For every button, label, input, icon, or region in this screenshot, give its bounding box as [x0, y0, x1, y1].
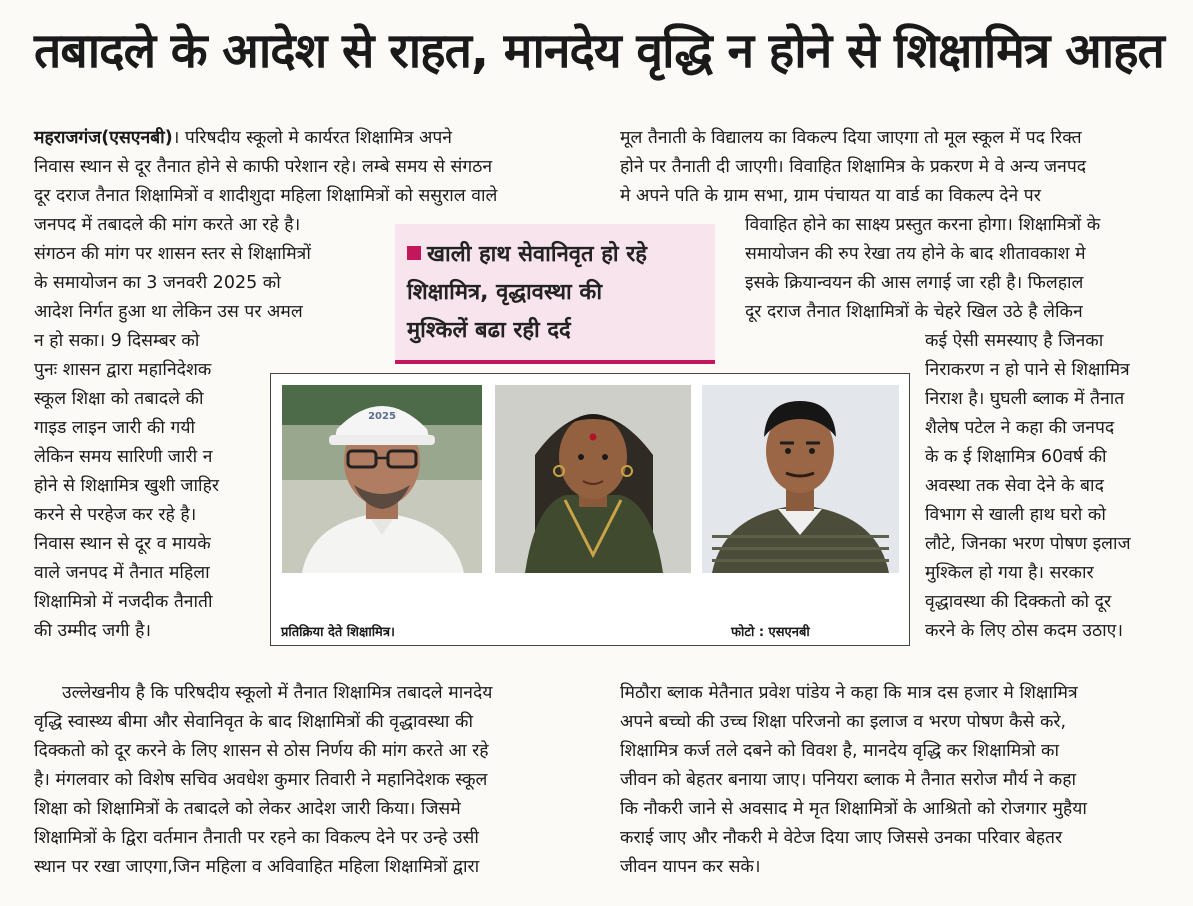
body-line: आदेश निर्गत हुआ था लेकिन उस पर अमल [34, 302, 303, 322]
body-line: न हो सका। 9 दिसम्बर को [34, 331, 200, 351]
body-line: वृद्धि स्वास्थ्य बीमा और सेवानिवृत के बाद शिक्षामित्रों की वृद्धावस्था की [34, 712, 473, 732]
body-line: मिठौरा ब्लाक मेतैनात प्रवेश पांडेय ने कहा कि मात्र दस हजार मे शिक्षामित्र [620, 683, 1078, 703]
body-line: मे अपने पति के ग्राम सभा, ग्राम पंचायत या वार्ड का विकल्प देने पर [620, 186, 1041, 206]
photo-caption: प्रतिक्रिया देते शिक्षामित्र। [281, 625, 395, 640]
body-line: वाले जनपद में तैनात महिला [34, 563, 210, 583]
body-line: निराकरण न हो पाने से शिक्षामित्र [925, 360, 1130, 380]
body-line: होने पर तैनाती दी जाएगी। विवाहित शिक्षामित्र के प्रकरण मे वे अन्य जनपद [620, 157, 1087, 177]
pull-quote-line: मुश्किलें बढा रही दर्द [407, 318, 571, 343]
body-line: शिक्षा को शिक्षामित्रों के तबादले को लेकर आदेश जारी किया। जिसमे [34, 799, 461, 819]
body-line: होने से शिक्षामित्र खुशी जाहिर [34, 476, 220, 496]
body-line: जीवन को बेहतर बनाया जाए। पनियरा ब्लाक मे तैनात सरोज मौर्य ने कहा [620, 770, 1077, 790]
body-line: करने के लिए ठोस कदम उठाए। [925, 621, 1123, 641]
portrait-man-cap [282, 385, 482, 573]
body-line: विवाहित होने का साक्ष्य प्रस्तुत करना होगा। शिक्षामित्रों के [745, 215, 1101, 235]
dateline: महराजगंज(एसएनबी) [34, 128, 173, 148]
body-line: समायोजन की रुप रेखा तय होने के बाद शीतावकाश मे [745, 244, 1086, 264]
body-line: स्कूल शिक्षा को तबादले की [34, 389, 204, 409]
body-line: निराश है। घुघली ब्लाक में तैनात [925, 389, 1125, 409]
body-line: स्थान पर रखा जाएगा,जिन महिला व अविवाहित महिला शिक्षामित्रों द्वारा [34, 857, 480, 877]
body-line: शैलेष पटेल ने कहा की जनपद [925, 418, 1115, 438]
body-line: जीवन यापन कर सके। [620, 857, 761, 877]
body-line: कराई जाए और नौकरी मे वेटेज दिया जाए जिससे उनका परिवार बेहतर [620, 828, 1063, 848]
headline: तबादले के आदेश से राहत, मानदेय वृद्धि न होने से शिक्षामित्र आहत [34, 23, 1164, 79]
body-line: गाइड लाइन जारी की गयी [34, 418, 196, 438]
body-line: है। मंगलवार को विशेष सचिव अवधेश कुमार तिवारी ने महानिदेशक स्कूल [34, 770, 488, 790]
photo-frame [270, 373, 910, 646]
body-line: दूर दराज तैनात शिक्षामित्रों के चेहरे खिल उठे है लेकिन [745, 302, 1083, 322]
body-line: लेकिन समय सारिणी जारी न [34, 447, 213, 467]
photo-credit: फोटो : एसएनबी [731, 625, 810, 640]
body-line: संगठन की मांग पर शासन स्तर से शिक्षामित्रों [34, 244, 311, 264]
body-line: निवास स्थान से दूर तैनात होने से काफी परेशान रहे। लम्बे समय से संगठन [34, 157, 493, 177]
portrait-woman [495, 385, 691, 573]
body-line: करने से परहेज कर रहे है। [34, 505, 197, 525]
pull-quote [395, 224, 715, 364]
pull-quote-line: खाली हाथ सेवानिवृत हो रहे [407, 236, 703, 274]
body-line: अपने बच्चो की उच्च शिक्षा परिजनो का इलाज व भरण पोषण कैसे करे, [620, 712, 1067, 732]
body-line: वृद्धावस्था की दिक्कतो को दूर [925, 592, 1112, 612]
body-line: शिक्षामित्रो में नजदीक तैनाती [34, 592, 213, 612]
body-line: मुश्किल हो गया है। सरकार [925, 563, 1094, 583]
body-line: के समायोजन का 3 जनवरी 2025 को [34, 273, 281, 293]
body-line: कि नौकरी जाने से अवसाद मे मृत शिक्षामित्रों के आश्रितो को रोजगार मुहैया [620, 799, 1087, 819]
body-line: दूर दराज तैनात शिक्षामित्रों व शादीशुदा महिला शिक्षामित्रों को ससुराल वाले [34, 186, 498, 206]
body-line: शिक्षामित्रों के द्विरा वर्तमान तैनाती पर रहने का विकल्प देने पर उन्हे उसी [34, 828, 479, 848]
body-line: इसके क्रियान्वयन की आस लगाई जा रही है। फिलहाल [745, 273, 1084, 293]
body-line: महराजगंज(एसएनबी)। परिषदीय स्कूलो मे कार्यरत शिक्षामित्र अपने [34, 128, 452, 148]
body-line: शिक्षामित्र कर्ज तले दबने को विवश है, मानदेय वृद्धि कर शिक्षामित्रो का [620, 741, 1060, 761]
body-line: विभाग से खाली हाथ घरो को [925, 505, 1106, 525]
body-line: कई ऐसी समस्याए है जिनका [925, 331, 1104, 351]
body-line: जनपद में तबादले की मांग करते आ रहे है। [34, 215, 301, 235]
body-line: मूल तैनाती के विद्यालय का विकल्प दिया जाएगा तो मूल स्कूल में पद रिक्त [620, 128, 1082, 148]
square-bullet-icon [407, 246, 421, 260]
portrait-man-sweater [702, 385, 899, 573]
body-line: के क ई शिक्षामित्र 60वर्ष की [925, 447, 1107, 467]
body-line: लौटे, जिनका भरण पोषण इलाज [925, 534, 1131, 554]
pull-quote-line: शिक्षामित्र, वृद्धावस्था की [407, 280, 603, 305]
body-line: उल्लेखनीय है कि परिषदीय स्कूलो में तैनात शिक्षामित्र तबादले मानदेय [62, 683, 493, 703]
cap-text: 2025 [368, 411, 396, 422]
body-line: निवास स्थान से दूर व मायके [34, 534, 211, 554]
body-line: की उम्मीद जगी है। [34, 621, 152, 641]
body-line: दिक्कतो को दूर करने के लिए शासन से ठोस निर्णय की मांग करते आ रहे [34, 741, 489, 761]
body-line: अवस्था तक सेवा देने के बाद [925, 476, 1104, 496]
body-line: पुनः शासन द्वारा महानिदेशक [34, 360, 212, 380]
